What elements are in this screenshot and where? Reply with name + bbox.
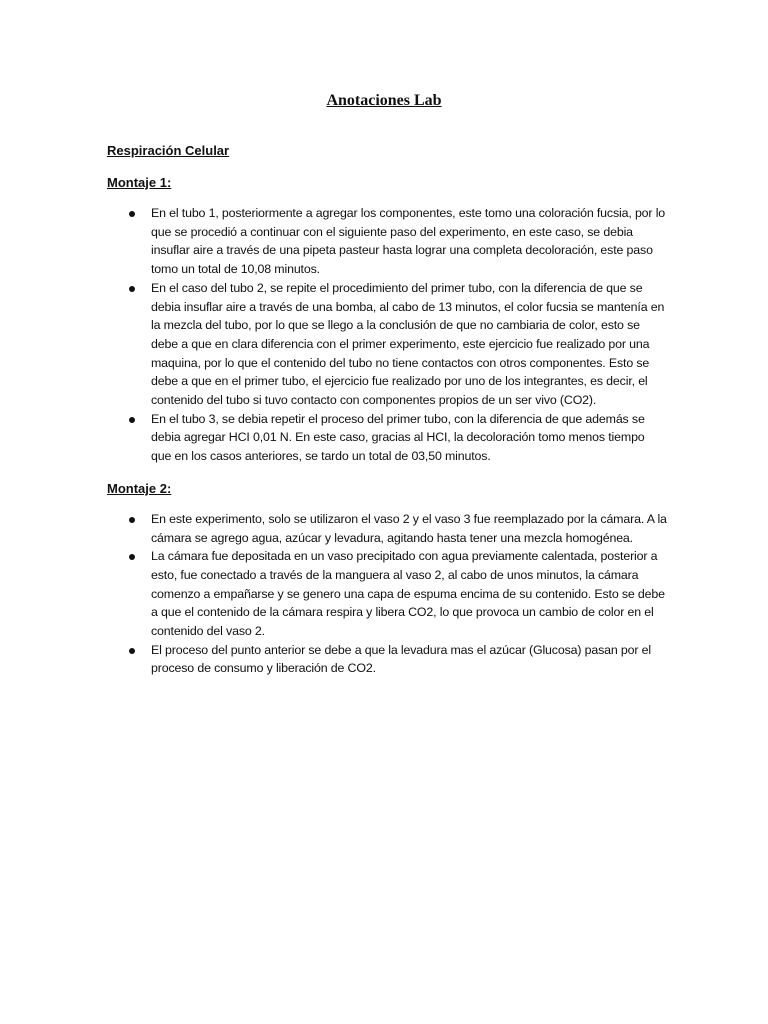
list-item (107, 410, 667, 466)
section-montaje-2 (107, 480, 667, 678)
list-item-text: En este experimento, solo se utilizaron el vaso 2 y el vaso 3 fue reemplazado por la cámara. A la cámara se agrego agua, azúcar y levadura, agitando hasta tener una mezcla homogénea. (151, 511, 667, 545)
section-heading: Montaje 2: (107, 480, 172, 496)
document-title: Anotaciones Lab (326, 92, 442, 109)
bullet-list (107, 204, 667, 466)
list-item (107, 510, 667, 547)
list-item (107, 641, 667, 678)
document-body (107, 142, 667, 688)
list-item-text: En el tubo 3, se debia repetir el proceso del primer tubo, con la diferencia de que además se debia agregar HCI 0,01 N. En este caso, gracias al HCI, la decoloración tomo menos tiempo que en los casos anteriores, se tardo un total de 03,50 minutos. (151, 411, 645, 464)
list-item (107, 204, 667, 279)
bullet-icon (129, 554, 135, 560)
list-item-text: El proceso del punto anterior se debe a que la levadura mas el azúcar (Glucosa) pasan por el proceso de consumo y liberación de CO2. (151, 642, 652, 676)
bullet-list (107, 510, 667, 678)
bullet-icon (129, 648, 135, 654)
bullet-icon (129, 517, 135, 523)
section-montaje-1 (107, 174, 667, 466)
list-item-text: La cámara fue depositada en un vaso precipitado con agua previamente calentada, posterior a esto, fue conectado a través de la manguera al vaso 2, al cabo de unos minutos, la cámara comenzo a empañarse y se genero una capa de espuma encima de su contenido. Esto se debe a que el contenido de la cámara respira y libera CO2, lo que provoca un cambio de color en el contenido del vaso 2. (151, 549, 665, 639)
list-item (107, 279, 667, 410)
bullet-icon (129, 211, 135, 217)
bullet-icon (129, 417, 135, 423)
subject-heading: Respiración Celular (107, 143, 230, 158)
list-item (107, 547, 667, 641)
bullet-icon (129, 286, 135, 292)
list-item-text: En el tubo 1, posteriormente a agregar los componentes, este tomo una coloración fucsia, por lo que se procedió a continuar con el siguiente paso del experimento, en este caso, se debia insuflar aire a través de una pipeta pasteur hasta lograr una completa decoloración, este paso tomo un total de 10,08 minutos. (151, 206, 666, 277)
section-heading: Montaje 1: (107, 175, 172, 190)
list-item-text: En el caso del tubo 2, se repite el procedimiento del primer tubo, con la diferencia de que se debia insuflar aire a través de una bomba, al cabo de 13 minutos, el color fucsia se mantenía en la mezcla del tubo, por lo que se llego a la conclusión de que no cambiaria de color, esto se debe a que en clara diferencia con el primer experimento, este ejercicio fue realizado por una maquina, por lo que el contenido del tubo no tiene contactos con otros componentes. Esto se debe a que en el primer tubo, el ejercicio fue realizado por uno de los integrantes, es decir, el contenido del tubo si tuvo contacto con componentes propios de un ser vivo (CO2). (151, 280, 665, 408)
